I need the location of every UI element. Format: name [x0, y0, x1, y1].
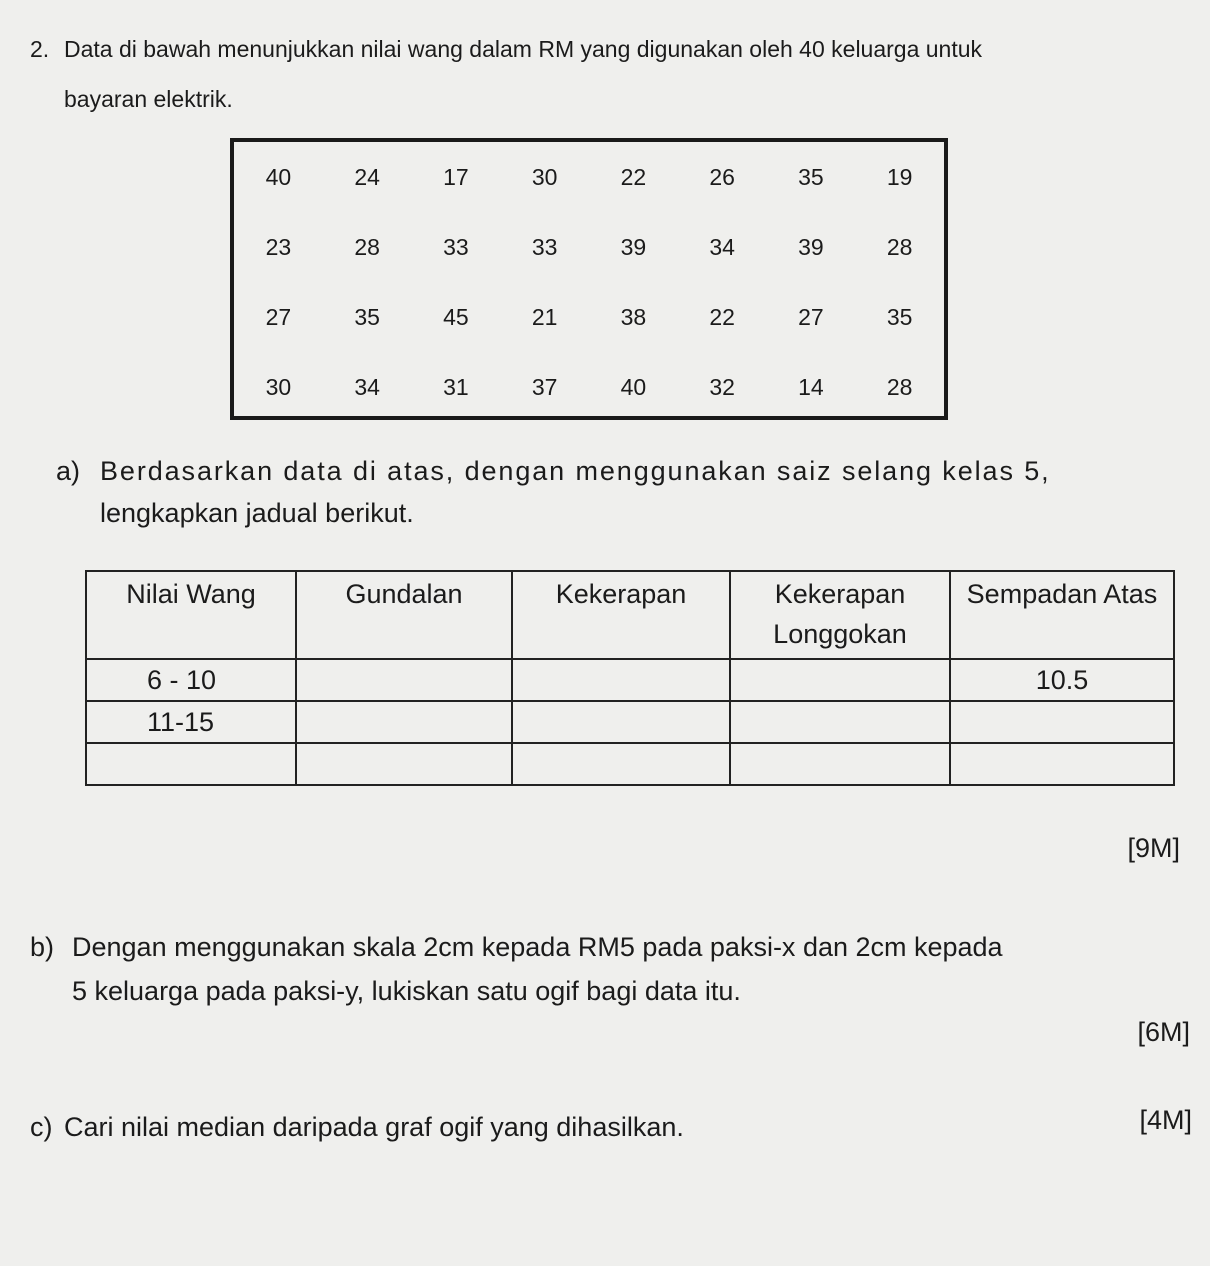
- data-value-cell: 39: [798, 233, 824, 260]
- data-value-cell: 33: [531, 233, 558, 260]
- data-value-cell: 27: [798, 303, 824, 330]
- frequency-table-cell[interactable]: [950, 743, 1174, 785]
- data-value-cell: 32: [709, 373, 735, 400]
- part-c-text: Cari nilai median daripada graf ogif yang dihasilkan.: [64, 1112, 684, 1142]
- data-value-cell: 33: [443, 233, 469, 260]
- data-value-cell: 31: [443, 373, 469, 400]
- data-value-cell: 28: [886, 373, 913, 400]
- frequency-table-cell[interactable]: [730, 701, 950, 743]
- data-values-box: [230, 138, 948, 420]
- part-c-marks: [4M]: [1139, 1105, 1192, 1135]
- frequency-table-cell[interactable]: [512, 743, 730, 785]
- part-b-marks: [6M]: [1137, 1017, 1190, 1047]
- frequency-table-cell[interactable]: [296, 659, 512, 701]
- frequency-table-header-cell: Sempadan Atas: [950, 571, 1174, 659]
- data-value-cell: 34: [354, 373, 380, 400]
- part-b-letter: b): [30, 932, 55, 962]
- data-value-cell: 39: [620, 233, 647, 260]
- data-value-cell: 30: [531, 163, 558, 190]
- data-value-cell: 27: [265, 303, 292, 330]
- question-text-line2: bayaran elektrik.: [64, 86, 233, 112]
- part-b-line2: 5 keluarga pada paksi-y, lukiskan satu ogif bagi data itu.: [72, 976, 741, 1006]
- data-value-cell: 22: [709, 303, 735, 330]
- frequency-table-row: [86, 701, 1174, 743]
- frequency-table-header-cell: Nilai Wang: [86, 571, 296, 659]
- part-b: [30, 925, 1200, 1013]
- frequency-table-cell[interactable]: [86, 743, 296, 785]
- frequency-table-row: [86, 659, 1174, 701]
- data-value-cell: 24: [354, 163, 380, 190]
- frequency-table-header-cell: Kekerapan Longgokan: [730, 571, 950, 659]
- data-values-grid: [234, 142, 944, 422]
- data-value-cell: 19: [886, 163, 913, 190]
- data-value-cell: 22: [620, 163, 647, 190]
- question-number: 2.: [30, 36, 50, 62]
- data-value-cell: 35: [886, 303, 913, 330]
- frequency-table-cell[interactable]: [730, 659, 950, 701]
- data-value-cell: 40: [265, 163, 292, 190]
- frequency-table-cell[interactable]: [512, 659, 730, 701]
- part-c-letter: c): [30, 1112, 53, 1142]
- frequency-table-cell[interactable]: 11-15: [86, 701, 296, 743]
- data-value-cell: 23: [265, 233, 292, 260]
- frequency-table-cell[interactable]: [296, 743, 512, 785]
- part-a-line2: lengkapkan jadual berikut.: [100, 498, 414, 528]
- frequency-table-cell[interactable]: [512, 701, 730, 743]
- frequency-table-row: [86, 743, 1174, 785]
- data-value-cell: 28: [886, 233, 913, 260]
- data-value-cell: 37: [531, 373, 558, 400]
- data-value-cell: 14: [798, 373, 824, 400]
- frequency-table-header-cell: Gundalan: [296, 571, 512, 659]
- data-value-cell: 35: [798, 163, 824, 190]
- data-value-cell: 40: [620, 373, 647, 400]
- part-a-line1: Berdasarkan data di atas, dengan menggunakan saiz selang kelas 5,: [100, 456, 1051, 486]
- frequency-table-cell[interactable]: [950, 701, 1174, 743]
- frequency-table-header-cell: Kekerapan: [512, 571, 730, 659]
- data-value-cell: 21: [531, 303, 558, 330]
- part-a-marks: [9M]: [1127, 833, 1180, 863]
- part-b-line1: Dengan menggunakan skala 2cm kepada RM5 pada paksi-x dan 2cm kepada: [72, 932, 1003, 962]
- frequency-table-cell[interactable]: 6 - 10: [86, 659, 296, 701]
- data-value-cell: 30: [265, 373, 292, 400]
- data-value-cell: 38: [620, 303, 647, 330]
- data-value-cell: 34: [709, 233, 735, 260]
- part-a: [56, 450, 1176, 534]
- frequency-table-cell[interactable]: 10.5: [950, 659, 1174, 701]
- question-intro: [30, 24, 1150, 124]
- data-value-cell: 35: [354, 303, 380, 330]
- data-value-cell: 45: [443, 303, 469, 330]
- data-values-row: [234, 212, 944, 282]
- frequency-table: [85, 570, 1175, 786]
- data-value-cell: 28: [354, 233, 380, 260]
- data-values-row: [234, 352, 944, 422]
- part-c: [30, 1105, 684, 1149]
- frequency-table-header-row: [86, 571, 1174, 659]
- frequency-table-cell[interactable]: [296, 701, 512, 743]
- data-values-row: [234, 142, 944, 212]
- question-text-line1: Data di bawah menunjukkan nilai wang dalam RM yang digunakan oleh 40 keluarga untuk: [64, 36, 983, 62]
- data-values-row: [234, 282, 944, 352]
- data-value-cell: 17: [443, 163, 469, 190]
- data-value-cell: 26: [709, 163, 735, 190]
- part-a-letter: a): [56, 456, 81, 486]
- frequency-table-cell[interactable]: [730, 743, 950, 785]
